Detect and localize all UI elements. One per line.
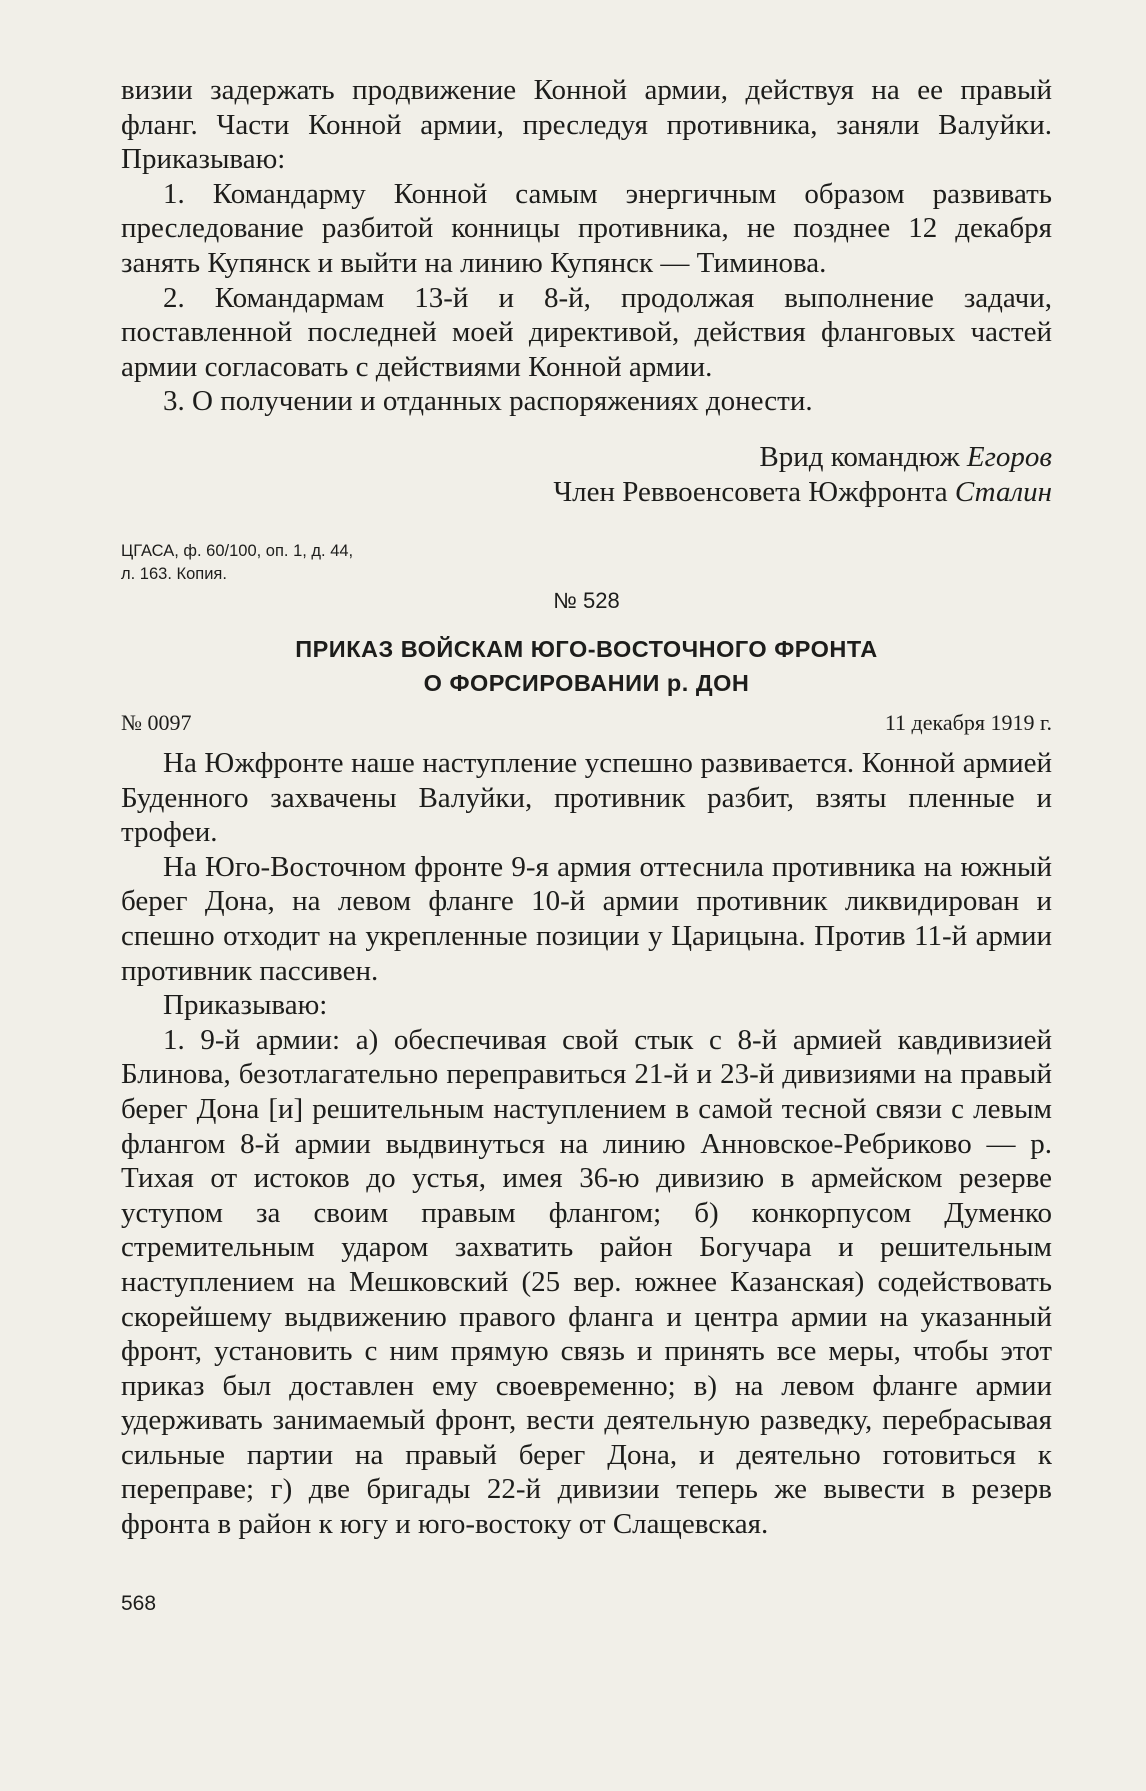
paragraph-item-3: 3. О получении и отданных распоряжениях донести. <box>163 385 813 418</box>
signature-2-role: Член Реввоенсовета Южфронта <box>553 476 948 508</box>
body-paragraph-1: На Южфронте наше наступление успешно развивается. Конной армией Буденного захвачены Валуйки, противник разбит, взяты пленные и трофеи. <box>121 747 1052 849</box>
archive-reference <box>121 540 1052 586</box>
paragraph-item-2: 2. Командармам 13-й и 8-й, продолжая выполнение задачи, поставленной последней моей директивой, действия фланговых частей армии согласовать с действиями Конной армии. <box>121 281 1052 383</box>
order-date: 11 декабря 1919 г. <box>884 710 1052 735</box>
signature-2 <box>121 475 1052 510</box>
document-title <box>121 632 1052 700</box>
body-paragraph-3: Приказываю: <box>163 989 328 1022</box>
order-dateline <box>121 710 1052 736</box>
page-number: 568 <box>121 1592 157 1615</box>
signature-1-role: Врид командюж <box>759 441 960 473</box>
body-paragraph-4: 1. 9-й армии: а) обеспечивая свой стык с 8-й армией кавдивизией Блинова, безотлагательно переправиться 21-й и 23-й дивизиями на правый берег Дона [и] решительным наступлением в самой тесной связи с левым флангом 8-й армии выдвинуться на линию Анновское-Ребриково — р. Тихая от истоков до устья, имея 36-ю дивизию в армейском резерве уступом за своим правым флангом; б) конкорпусом Думенко стремительным ударом захватить район Богучара и решительным наступлением на Мешковский (25 вер. южнее Казанская) содействовать скорейшему выдвижению правого фланга и центра армии на указанный фронт, установить с ним прямую связь и принять все меры, чтобы этот приказ был доставлен ему своевременно; в) на левом фланге армии удерживать занимаемый фронт, вести деятельную разведку, перебрасывая сильные партии на правый берег Дона, и деятельно готовиться к переправе; г) две бригады 22-й дивизии теперь же вывести в резерв фронта в район к югу и юго-востоку от Слащевская. <box>121 1023 1052 1541</box>
signatures <box>121 440 1052 510</box>
signature-2-name: Сталин <box>954 476 1052 508</box>
document-number-block <box>121 588 1052 614</box>
signature-1 <box>121 440 1052 475</box>
archive-ref-line-1: ЦГАСА, ф. 60/100, оп. 1, д. 44, <box>121 542 354 560</box>
title-line-1: ПРИКАЗ ВОЙСКАМ ЮГО-ВОСТОЧНОГО ФРОНТА <box>295 636 878 662</box>
order-body <box>121 746 1052 1542</box>
archive-ref-line-2: л. 163. Копия. <box>121 565 227 583</box>
paragraph-continuation: визии задержать продвижение Конной армии, действуя на ее правый фланг. Части Конной армии, преследуя противника, заняли Валуйки. Приказываю: <box>121 74 1052 176</box>
top-text <box>121 73 1052 419</box>
signature-1-name: Егоров <box>966 441 1052 473</box>
title-line-2: О ФОРСИРОВАНИИ р. ДОН <box>423 670 750 696</box>
document-number: № 528 <box>553 588 620 613</box>
body-paragraph-2: На Юго-Восточном фронте 9-я армия оттеснила противника на южный берег Дона, на левом фланге 10-й армии противник ликвидирован и спешно отходит на укрепленные позиции у Царицына. Против 11-й армии противник пассивен. <box>121 850 1052 987</box>
paragraph-item-1: 1. Командарму Конной самым энергичным образом развивать преследование разбитой конницы противника, не позднее 12 декабря занять Купянск и выйти на линию Купянск — Тиминова. <box>121 177 1052 279</box>
order-number: № 0097 <box>121 710 192 735</box>
